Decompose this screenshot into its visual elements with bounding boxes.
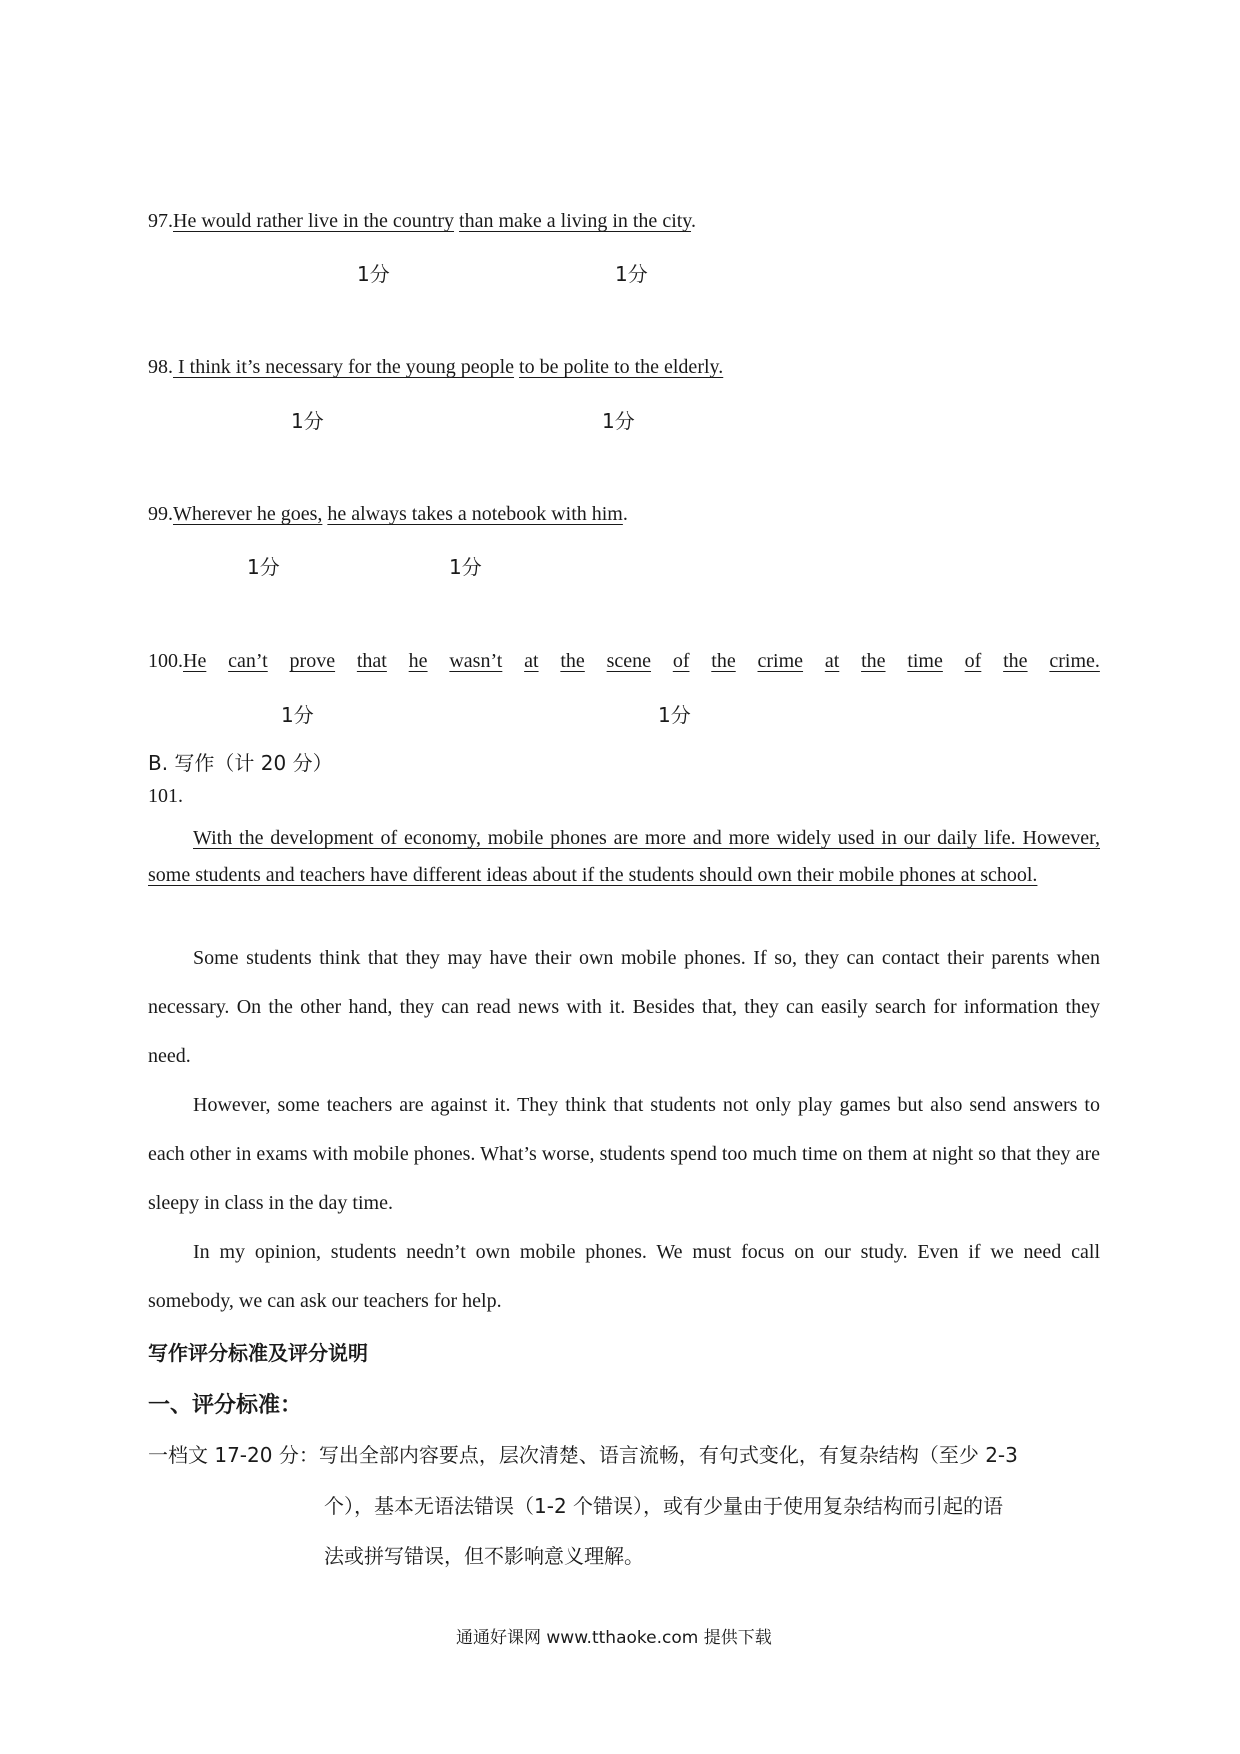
essay-intro-text: With the development of economy, mobile phones are more and more widely used in our daily life. However, some students and teachers have different ideas about if the students should own their mobile phones at school. xyxy=(148,827,1100,886)
answer-100-word: that xyxy=(356,650,387,672)
answer-100-word: at xyxy=(524,650,539,672)
answer-100-word: can’t xyxy=(228,650,268,672)
answer-98-part-b: to be polite to the elderly. xyxy=(519,356,724,378)
grade-1-text: 写出全部内容要点，层次清楚、语言流畅，有句式变化，有复杂结构（至少 2-3 xyxy=(318,1443,1018,1467)
essay-paragraph-2: However, some teachers are against it. They think that students not only play games but also send answers to each other in exams with mobile phones. What’s worse, students spend too much time on them at night so that they are sleepy in class in the day time. xyxy=(148,1094,1100,1214)
scoring-subtitle: 一、评分标准： xyxy=(148,1393,303,1418)
answer-100-word: crime. xyxy=(1049,650,1100,672)
answer-100-word: the xyxy=(711,650,736,672)
answer-100 xyxy=(148,650,1100,673)
section-b-heading: B. 写作（计 20 分） xyxy=(148,751,333,775)
grade-1-label: 一档文 17-20 分： xyxy=(148,1443,319,1467)
answer-98 xyxy=(148,356,723,379)
answer-100-word: of xyxy=(964,650,982,672)
answer-100-word: time xyxy=(907,650,943,672)
answer-100-word: at xyxy=(824,650,840,672)
answer-99-mark-b: 1分 xyxy=(449,555,482,579)
answer-97-mark-b: 1分 xyxy=(615,262,648,286)
answer-99 xyxy=(148,503,628,526)
answer-100-mark-b: 1分 xyxy=(658,703,691,727)
answer-97-number: 97. xyxy=(148,210,173,232)
answer-100-word: he xyxy=(408,650,428,672)
answer-99-number: 99. xyxy=(148,503,173,525)
answer-100-word: crime xyxy=(757,650,804,672)
answer-100-number-and-first xyxy=(148,650,206,673)
answer-97 xyxy=(148,210,696,233)
answer-100-mark-a: 1分 xyxy=(281,703,314,727)
answer-100-word: scene xyxy=(606,650,652,672)
answer-100-word: wasn’t xyxy=(449,650,503,672)
answer-100-word: the xyxy=(560,650,585,672)
answer-99-end: . xyxy=(622,503,628,525)
answer-100-word: prove xyxy=(289,650,336,672)
answer-100-word: the xyxy=(1003,650,1028,672)
question-101-number: 101. xyxy=(148,785,183,807)
answer-98-mark-a: 1分 xyxy=(291,409,324,433)
answer-97-mark-a: 1分 xyxy=(357,262,390,286)
answer-100-number: 100. xyxy=(148,650,183,672)
essay-intro xyxy=(148,820,1100,894)
scoring-title: 写作评分标准及评分说明 xyxy=(148,1341,368,1365)
answer-97-part-b: than make a living in the city xyxy=(459,210,692,232)
answer-100-word: of xyxy=(672,650,690,672)
answer-97-part-a: He would rather live in the country xyxy=(173,210,455,232)
essay-paragraph-3: In my opinion, students needn’t own mobile phones. We must focus on our study. Even if we need call somebody, we can ask our teachers for help. xyxy=(148,1241,1100,1312)
answer-99-mark-a: 1分 xyxy=(247,555,280,579)
essay-paragraph-1: Some students think that they may have their own mobile phones. If so, they can contact their parents when necessary. On the other hand, they can read news with it. Besides that, they can easily search for information they need. xyxy=(148,947,1100,1067)
answer-98-number: 98. xyxy=(148,356,173,378)
answer-98-part-a: I think it’s necessary for the young people xyxy=(173,356,515,378)
page-footer: 通通好课网 www.tthaoke.com 提供下载 xyxy=(456,1628,772,1648)
grade-1-line-3: 法或拼写错误，但不影响意义理解。 xyxy=(324,1544,644,1568)
answer-98-mark-b: 1分 xyxy=(602,409,635,433)
answer-99-part-b: he always takes a notebook with him xyxy=(327,503,623,525)
answer-100-word: He xyxy=(183,650,207,672)
answer-97-end: . xyxy=(691,210,697,232)
grade-1-line-1 xyxy=(148,1439,1018,1468)
answer-99-part-a: Wherever he goes, xyxy=(173,503,323,525)
grade-1-line-2: 个），基本无语法错误（1-2 个错误），或有少量由于使用复杂结构而引起的语 xyxy=(324,1494,1004,1518)
answer-100-word: the xyxy=(861,650,886,672)
